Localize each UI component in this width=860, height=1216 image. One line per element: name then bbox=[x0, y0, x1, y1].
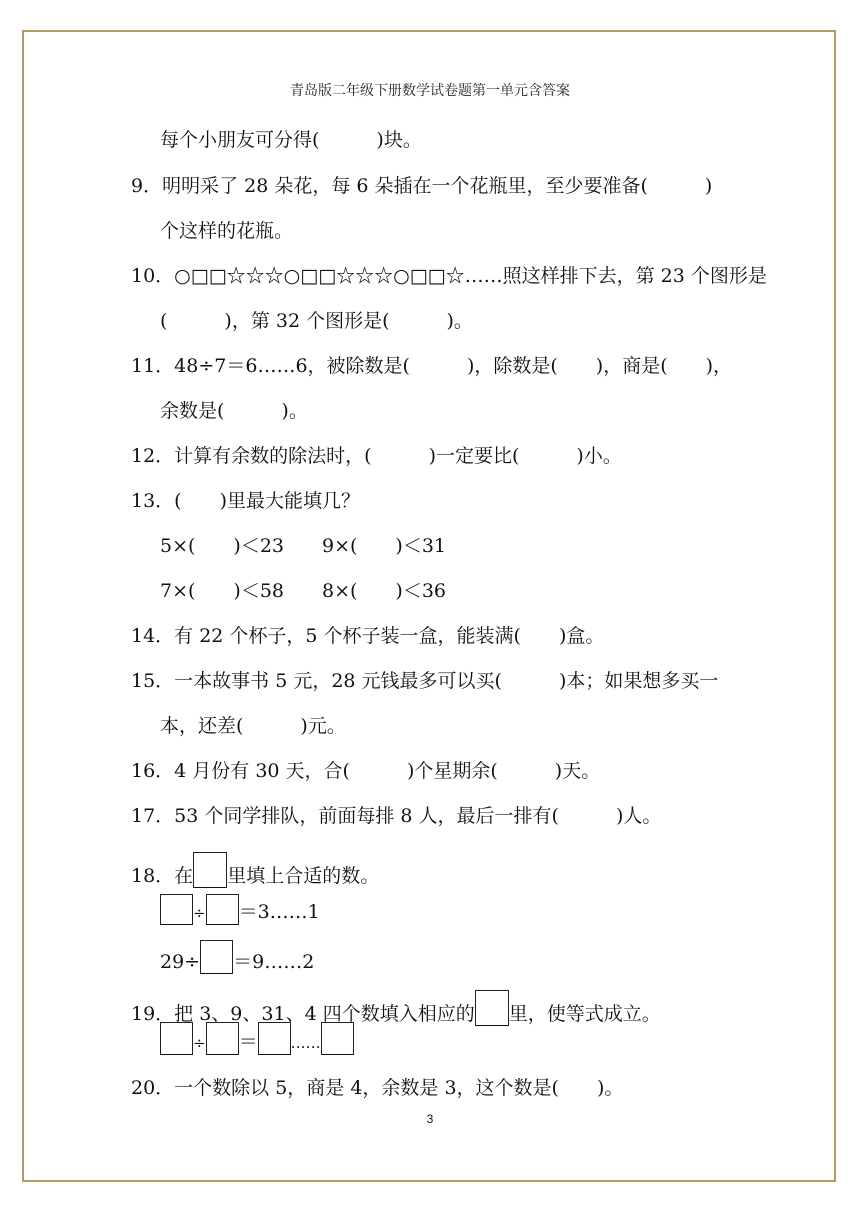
q13-row2: 7×( )＜58 8×( )＜36 bbox=[160, 580, 447, 602]
answer-box bbox=[160, 894, 193, 925]
q9-continuation: 个这样的花瓶。 bbox=[160, 220, 294, 242]
q13: 13．( )里最大能填几？ bbox=[131, 490, 361, 512]
answer-box bbox=[321, 1022, 354, 1055]
q9: 9．明明采了 28 朵花，每 6 朵插在一个花瓶里，至少要准备( ) bbox=[131, 175, 713, 197]
q19-div-sign: ÷ bbox=[193, 1034, 206, 1052]
q19-prefix: 19．把 3、9、31、4 四个数填入相应的 bbox=[131, 1003, 475, 1025]
q12: 12．计算有余数的除法时，( )一定要比( )小。 bbox=[131, 445, 622, 467]
q13-row1: 5×( )＜23 9×( )＜31 bbox=[160, 535, 447, 557]
q18-row2 bbox=[160, 940, 315, 973]
q15-continuation: 本，还差( )元。 bbox=[160, 715, 346, 737]
q10: 10．○□□☆☆☆○□□☆☆☆○□□☆……照这样排下去，第 23 个图形是 bbox=[131, 265, 767, 287]
q17: 17．53 个同学排队，前面每排 8 人，最后一排有( )人。 bbox=[131, 805, 662, 827]
q15: 15．一本故事书 5 元，28 元钱最多可以买( )本；如果想多买一 bbox=[131, 670, 719, 692]
q11: 11．48÷7＝6……6，被除数是( )，除数是( )，商是( )， bbox=[131, 355, 733, 377]
q18-row2-prefix: 29÷ bbox=[160, 951, 201, 973]
q14: 14．有 22 个杯子，5 个杯子装一盒，能装满( )盒。 bbox=[131, 625, 605, 647]
q18-row2-result: ＝9……2 bbox=[233, 951, 315, 973]
q19-equals: ＝ bbox=[238, 1031, 258, 1053]
q10-continuation: ( )，第 32 个图形是( )。 bbox=[160, 310, 473, 332]
answer-box bbox=[475, 990, 509, 1026]
q8-continuation: 每个小朋友可分得( )块。 bbox=[160, 129, 422, 151]
answer-box bbox=[258, 1022, 291, 1055]
q19-row bbox=[160, 1022, 354, 1054]
q18 bbox=[131, 852, 379, 888]
q18-prefix: 18．在 bbox=[131, 865, 194, 887]
answer-box bbox=[160, 1022, 193, 1055]
answer-box bbox=[206, 1022, 239, 1055]
answer-box bbox=[200, 940, 233, 974]
q16: 16．4 月份有 30 天，合( )个星期余( )天。 bbox=[131, 760, 601, 782]
q19 bbox=[131, 990, 661, 1024]
q19-suffix: 里，使等式成立。 bbox=[508, 1003, 661, 1025]
q20: 20．一个数除以 5，商是 4，余数是 3，这个数是( )。 bbox=[131, 1077, 624, 1099]
q19-dots: …… bbox=[290, 1034, 321, 1052]
page-number: 3 bbox=[426, 1112, 434, 1126]
answer-box bbox=[206, 894, 239, 925]
q11-continuation: 余数是( )。 bbox=[160, 400, 308, 422]
page-header: 青岛版二年级下册数学试卷题第一单元含答案 bbox=[290, 83, 570, 99]
q18-suffix: 里填上合适的数。 bbox=[227, 865, 380, 887]
q18-row1 bbox=[160, 894, 320, 924]
answer-box bbox=[193, 852, 227, 888]
q18-div-sign: ÷ bbox=[193, 904, 206, 922]
q18-row1-result: ＝3……1 bbox=[238, 901, 320, 923]
